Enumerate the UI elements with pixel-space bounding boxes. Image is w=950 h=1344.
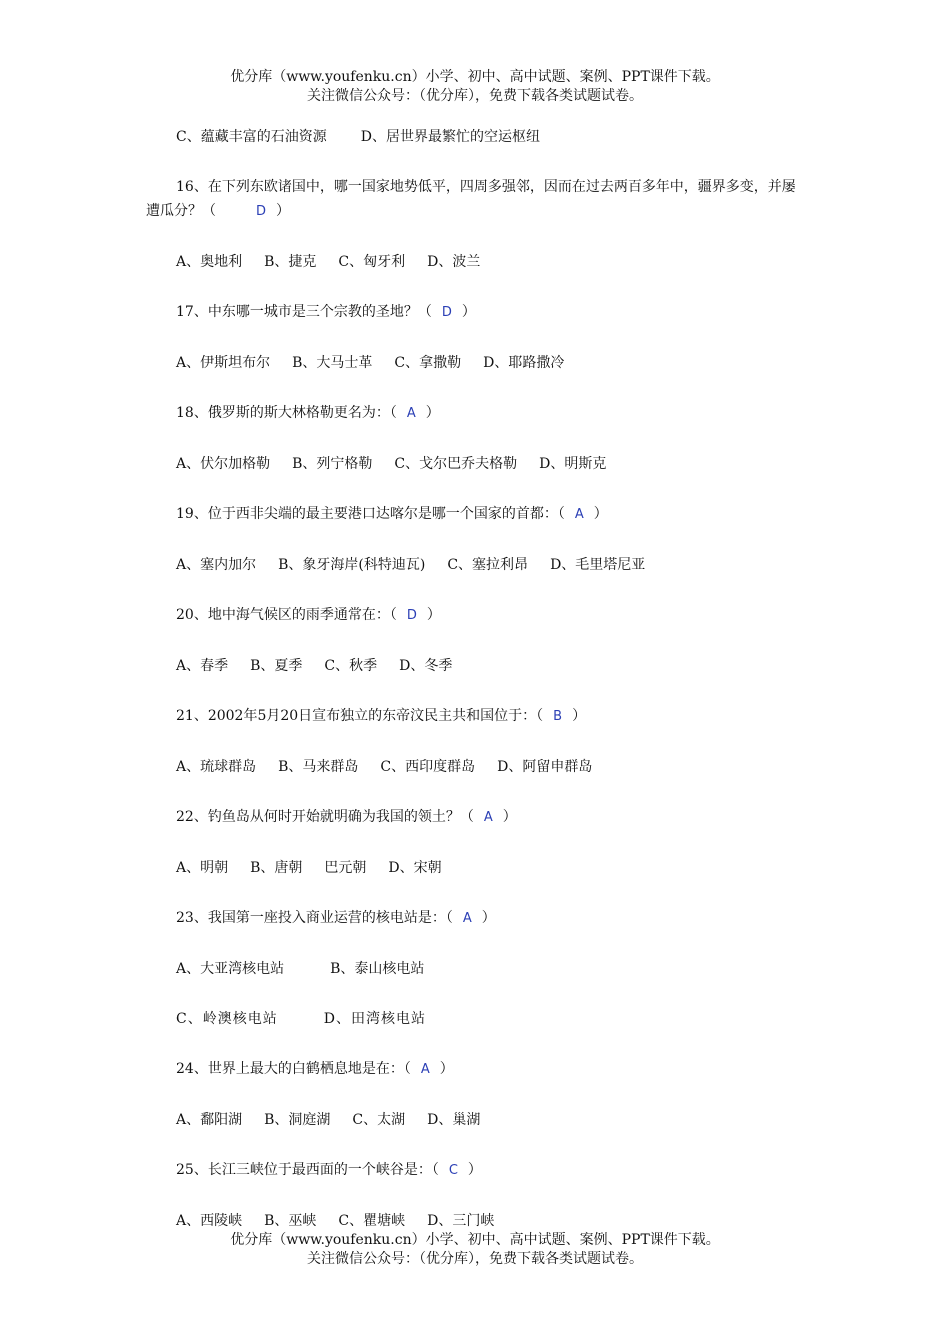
options-17: A、伊斯坦布尔 B、大马士革 C、拿撒勒 D、耶路撒冷 (176, 355, 565, 371)
options-20: A、春季 B、夏季 C、秋季 D、冬季 (176, 658, 453, 674)
question-22: 22、钓鱼岛从何时开始就明确为我国的领土？（ A ） (146, 805, 806, 830)
option-c: C、蕴藏丰富的石油资源 (176, 129, 327, 145)
options-23-a: A、大亚湾核电站 B、泰山核电站 (176, 961, 425, 977)
question-stem: 23、我国第一座投入商业运营的核电站是：（ (176, 910, 453, 926)
question-18: 18、俄罗斯的斯大林格勒更名为：（ A ） (146, 401, 806, 426)
options-22: A、明朝 B、唐朝 巴元朝 D、宋朝 (176, 860, 442, 876)
question-stem: 17、中东哪一城市是三个宗教的圣地？（ (176, 304, 432, 320)
question-stem: 16、在下列东欧诸国中，哪一国家地势低平，四周多强邻，因而在过去两百多年中，疆界多变，并屡遭瓜分？（ (146, 179, 796, 219)
options-24: A、鄱阳湖 B、洞庭湖 C、太湖 D、巢湖 (176, 1112, 481, 1128)
options-25: A、西陵峡 B、巫峡 C、瞿塘峡 D、三门峡 (176, 1213, 495, 1229)
option-d: D、居世界最繁忙的空运枢纽 (360, 129, 540, 145)
question-stem: 20、地中海气候区的雨季通常在：（ (176, 607, 397, 623)
question-23: 23、我国第一座投入商业运营的核电站是：（ A ） (146, 906, 806, 931)
page-footer (0, 1231, 950, 1269)
question-21: 21、2002年5月20日宣布独立的东帝汶民主共和国位于：（ B ） (146, 704, 806, 729)
options-21: A、琉球群岛 B、马来群岛 C、西印度群岛 D、阿留申群岛 (176, 759, 593, 775)
answer-mark: D (256, 204, 267, 219)
options-23-b: C、岭澳核电站 D、田湾核电站 (176, 1011, 426, 1027)
question-stem: 22、钓鱼岛从何时开始就明确为我国的领土？（ (176, 809, 474, 825)
question-24: 24、世界上最大的白鹤栖息地是在：（ A ） (146, 1057, 806, 1082)
answer-mark: A (483, 810, 493, 825)
answer-mark: A (406, 406, 416, 421)
question-19: 19、位于西非尖端的最主要港口达喀尔是哪一个国家的首都：（ A ） (146, 502, 806, 527)
document-body (146, 125, 806, 1259)
answer-mark: A (420, 1062, 430, 1077)
header-line-2: 关注微信公众号：（优分库），免费下载各类试题试卷。 (307, 88, 643, 104)
question-16: 16、在下列东欧诸国中，哪一国家地势低平，四周多强邻，因而在过去两百多年中，疆界多变，并屡遭瓜分？（ D ） (146, 175, 806, 224)
footer-line-1: 优分库（www.youfenku.cn）小学、初中、高中试题、案例、PPT课件下载。 (230, 1232, 720, 1248)
page-header (0, 68, 950, 106)
question-stem: 18、俄罗斯的斯大林格勒更名为：（ (176, 405, 397, 421)
question-stem: 19、位于西非尖端的最主要港口达喀尔是哪一个国家的首都：（ (176, 506, 565, 522)
question-17: 17、中东哪一城市是三个宗教的圣地？（ D ） (146, 300, 806, 325)
options-16: A、奥地利 B、捷克 C、匈牙利 D、波兰 (176, 254, 481, 270)
question-stem: 24、世界上最大的白鹤栖息地是在：（ (176, 1061, 411, 1077)
answer-mark: A (462, 911, 472, 926)
leading-options (146, 125, 806, 149)
question-25: 25、长江三峡位于最西面的一个峡谷是：（ C ） (146, 1158, 806, 1183)
options-19: A、塞内加尔 B、象牙海岸(科特迪瓦) C、塞拉利昂 D、毛里塔尼亚 (176, 557, 646, 573)
header-line-1: 优分库（www.youfenku.cn）小学、初中、高中试题、案例、PPT课件下载。 (230, 69, 720, 85)
footer-line-2: 关注微信公众号：（优分库），免费下载各类试题试卷。 (307, 1251, 643, 1267)
question-20: 20、地中海气候区的雨季通常在：（ D ） (146, 603, 806, 628)
answer-mark: D (441, 305, 452, 320)
answer-mark: C (448, 1163, 458, 1178)
answer-mark: D (406, 608, 417, 623)
question-stem: 21、2002年5月20日宣布独立的东帝汶民主共和国位于：（ (176, 708, 544, 724)
answer-mark: B (553, 709, 563, 724)
answer-mark: A (574, 507, 584, 522)
question-stem: 25、长江三峡位于最西面的一个峡谷是：（ (176, 1162, 439, 1178)
options-18: A、伏尔加格勒 B、列宁格勒 C、戈尔巴乔夫格勒 D、明斯克 (176, 456, 607, 472)
